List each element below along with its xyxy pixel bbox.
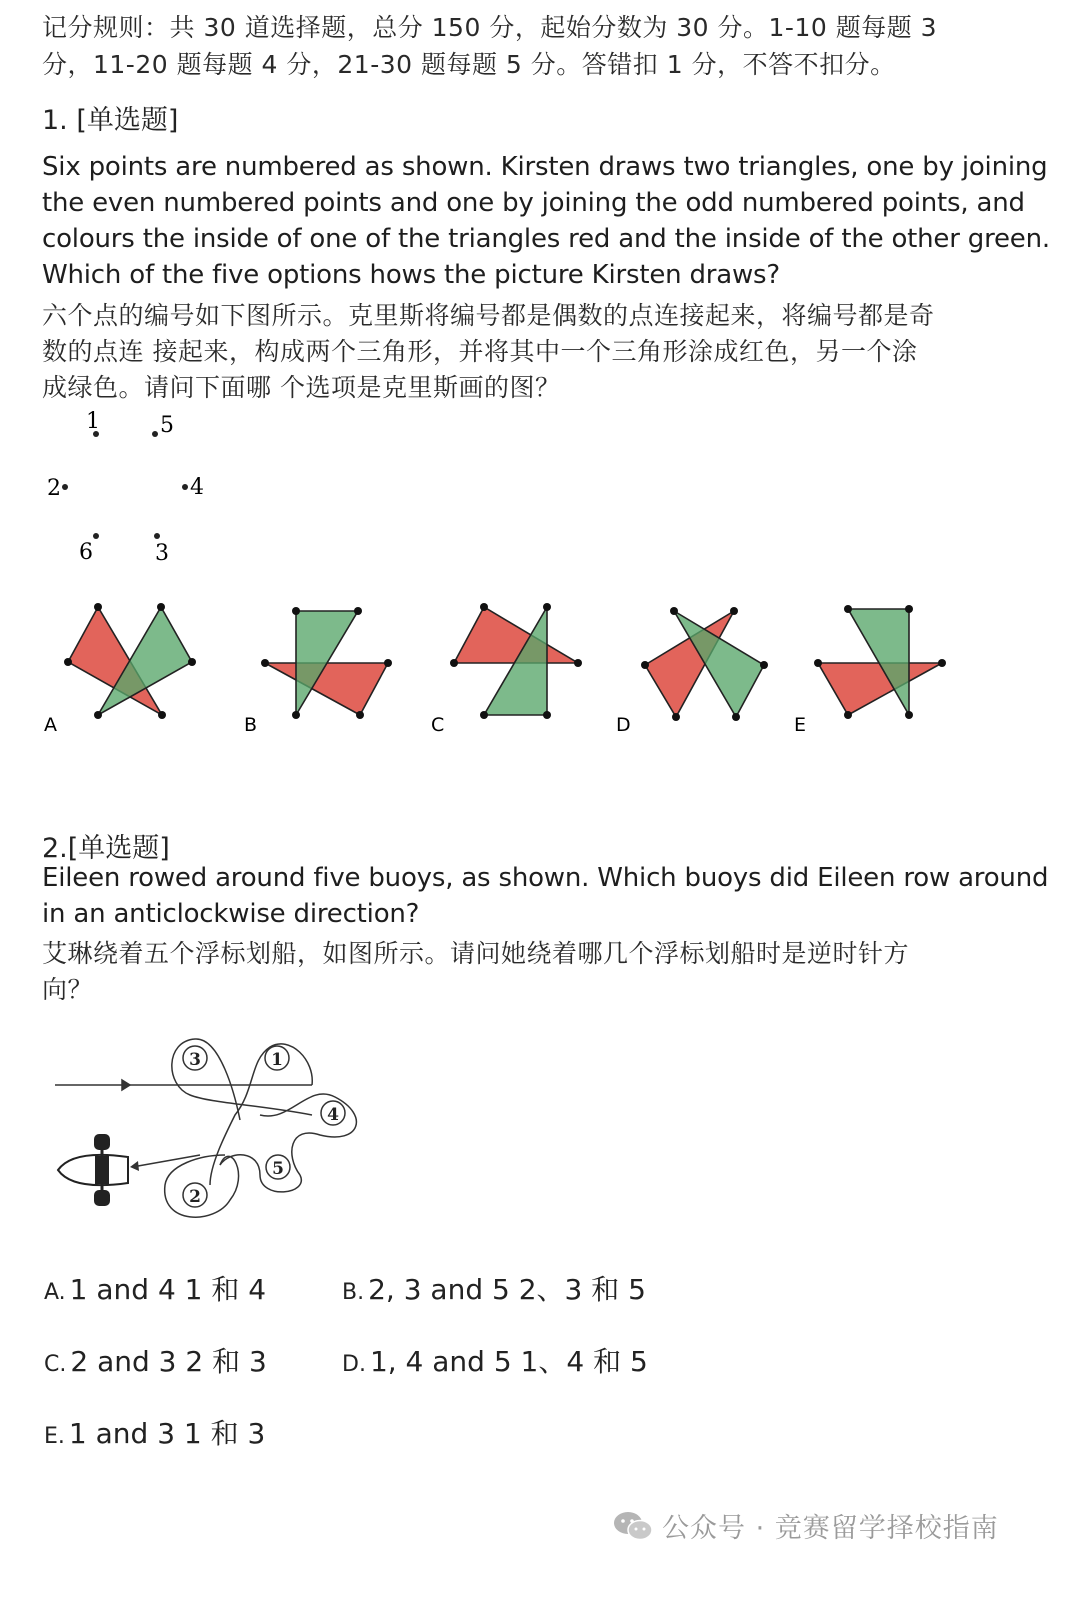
option-d-label: D — [616, 714, 631, 736]
path-loop-5 — [220, 1155, 301, 1192]
q2-cn-line-1: 艾琳绕着五个浮标划船，如图所示。请问她绕着哪几个浮标划船时是逆时针方 — [42, 939, 910, 968]
choice-c-key: C. — [44, 1352, 67, 1377]
option-a-figure[interactable] — [44, 603, 196, 736]
option-b-figure[interactable] — [244, 607, 392, 736]
option-d-figure[interactable] — [616, 607, 768, 736]
q2-heading: 2.[单选题] — [42, 833, 170, 864]
q1-en-line-2: the even numbered points and one by joining the odd numbered points, and — [42, 188, 1025, 218]
option-a-label: A — [44, 714, 57, 736]
q2-choice-b[interactable] — [342, 1268, 646, 1308]
choice-d-key: D. — [342, 1352, 366, 1377]
arrow-head-icon — [122, 1080, 130, 1090]
rules-line-1: 记分规则：共 30 道选择题，总分 150 分，起始分数为 30 分。1-10 题每题 3 — [42, 13, 938, 42]
choice-a-key: A. — [44, 1280, 66, 1305]
buoy-label-4: 4 — [327, 1105, 339, 1125]
q2-choice-e[interactable] — [44, 1412, 265, 1452]
q2-cn-line-2: 向？ — [42, 975, 94, 1004]
choice-a-text: 1 and 4 1 和 4 — [69, 1273, 267, 1306]
choice-e-text: 1 and 3 1 和 3 — [68, 1417, 266, 1450]
six-points-figure — [40, 405, 240, 575]
point-2 — [47, 476, 68, 501]
point-4 — [182, 475, 204, 500]
buoy-label-2: 2 — [189, 1187, 201, 1207]
point-label-6: 6 — [79, 540, 93, 565]
option-e-label: E — [794, 714, 807, 736]
q2-choice-a[interactable] — [44, 1268, 266, 1308]
buoy-1 — [265, 1046, 289, 1070]
path-loop-1 — [210, 1044, 312, 1185]
q2-en-line-2: in an anticlockwise direction? — [42, 899, 420, 929]
choice-e-key: E. — [44, 1424, 65, 1449]
point-label-4: 4 — [190, 475, 204, 500]
option-c-figure[interactable] — [431, 603, 582, 736]
watermark-text: 公众号 · 竞赛留学择校指南 — [662, 1513, 999, 1544]
point-label-1: 1 — [86, 409, 100, 434]
option-e-red-triangle — [818, 663, 942, 715]
choice-b-text: 2, 3 and 5 2、3 和 5 — [368, 1273, 646, 1306]
option-b-red-triangle — [265, 663, 388, 715]
point-3 — [154, 533, 169, 566]
buoy-label-1: 1 — [271, 1050, 283, 1070]
buoy-4 — [321, 1101, 345, 1125]
buoys-figure — [50, 1025, 380, 1230]
point-5 — [152, 413, 174, 438]
option-b-label: B — [244, 714, 258, 736]
q1-cn-line-3: 成绿色。请问下面哪 个选项是克里斯画的图？ — [42, 373, 561, 402]
choice-b-key: B. — [342, 1280, 365, 1305]
q2-choice-d[interactable] — [342, 1340, 648, 1380]
arrow-to-boat-icon — [130, 1161, 139, 1171]
point-label-2: 2 — [47, 476, 61, 501]
q1-en-line-4: Which of the five options hows the picture Kirsten draws? — [42, 260, 781, 290]
choice-d-text: 1, 4 and 5 1、4 和 5 — [369, 1345, 648, 1378]
rules-line-2: 分，11-20 题每题 4 分，21-30 题每题 5 分。答错扣 1 分，不答不扣分。 — [42, 50, 896, 79]
option-c-label: C — [431, 714, 445, 736]
buoy-3 — [183, 1046, 207, 1070]
wechat-icon — [612, 1509, 654, 1543]
buoy-5 — [266, 1155, 290, 1179]
point-1 — [86, 409, 100, 437]
buoy-label-5: 5 — [272, 1159, 284, 1179]
watermark — [612, 1506, 999, 1545]
option-c-red-triangle — [454, 607, 578, 663]
q1-en-line-1: Six points are numbered as shown. Kirsten draws two triangles, one by joining — [42, 152, 1048, 182]
point-label-5: 5 — [160, 413, 174, 438]
option-e-figure[interactable] — [794, 605, 946, 736]
choice-c-text: 2 and 3 2 和 3 — [70, 1345, 267, 1378]
point-6 — [79, 533, 99, 565]
q1-options-figure — [40, 595, 960, 745]
q1-heading: 1. [单选题] — [42, 105, 179, 136]
q1-cn-line-2: 数的点连 接起来，构成两个三角形，并将其中一个三角形涂成红色，另一个涂 — [42, 337, 918, 366]
point-label-3: 3 — [155, 541, 169, 566]
q1-en-line-3: colours the inside of one of the triangles red and the inside of the other green. — [42, 224, 1050, 254]
q2-en-line-1: Eileen rowed around five buoys, as shown. Which buoys did Eileen row around — [42, 863, 1049, 893]
buoy-label-3: 3 — [189, 1050, 201, 1070]
buoy-2 — [183, 1183, 207, 1207]
q2-choice-c[interactable] — [44, 1340, 267, 1380]
rowing-boat-icon — [58, 1135, 128, 1205]
q1-cn-line-1: 六个点的编号如下图所示。克里斯将编号都是偶数的点连接起来，将编号都是奇 — [42, 301, 935, 330]
